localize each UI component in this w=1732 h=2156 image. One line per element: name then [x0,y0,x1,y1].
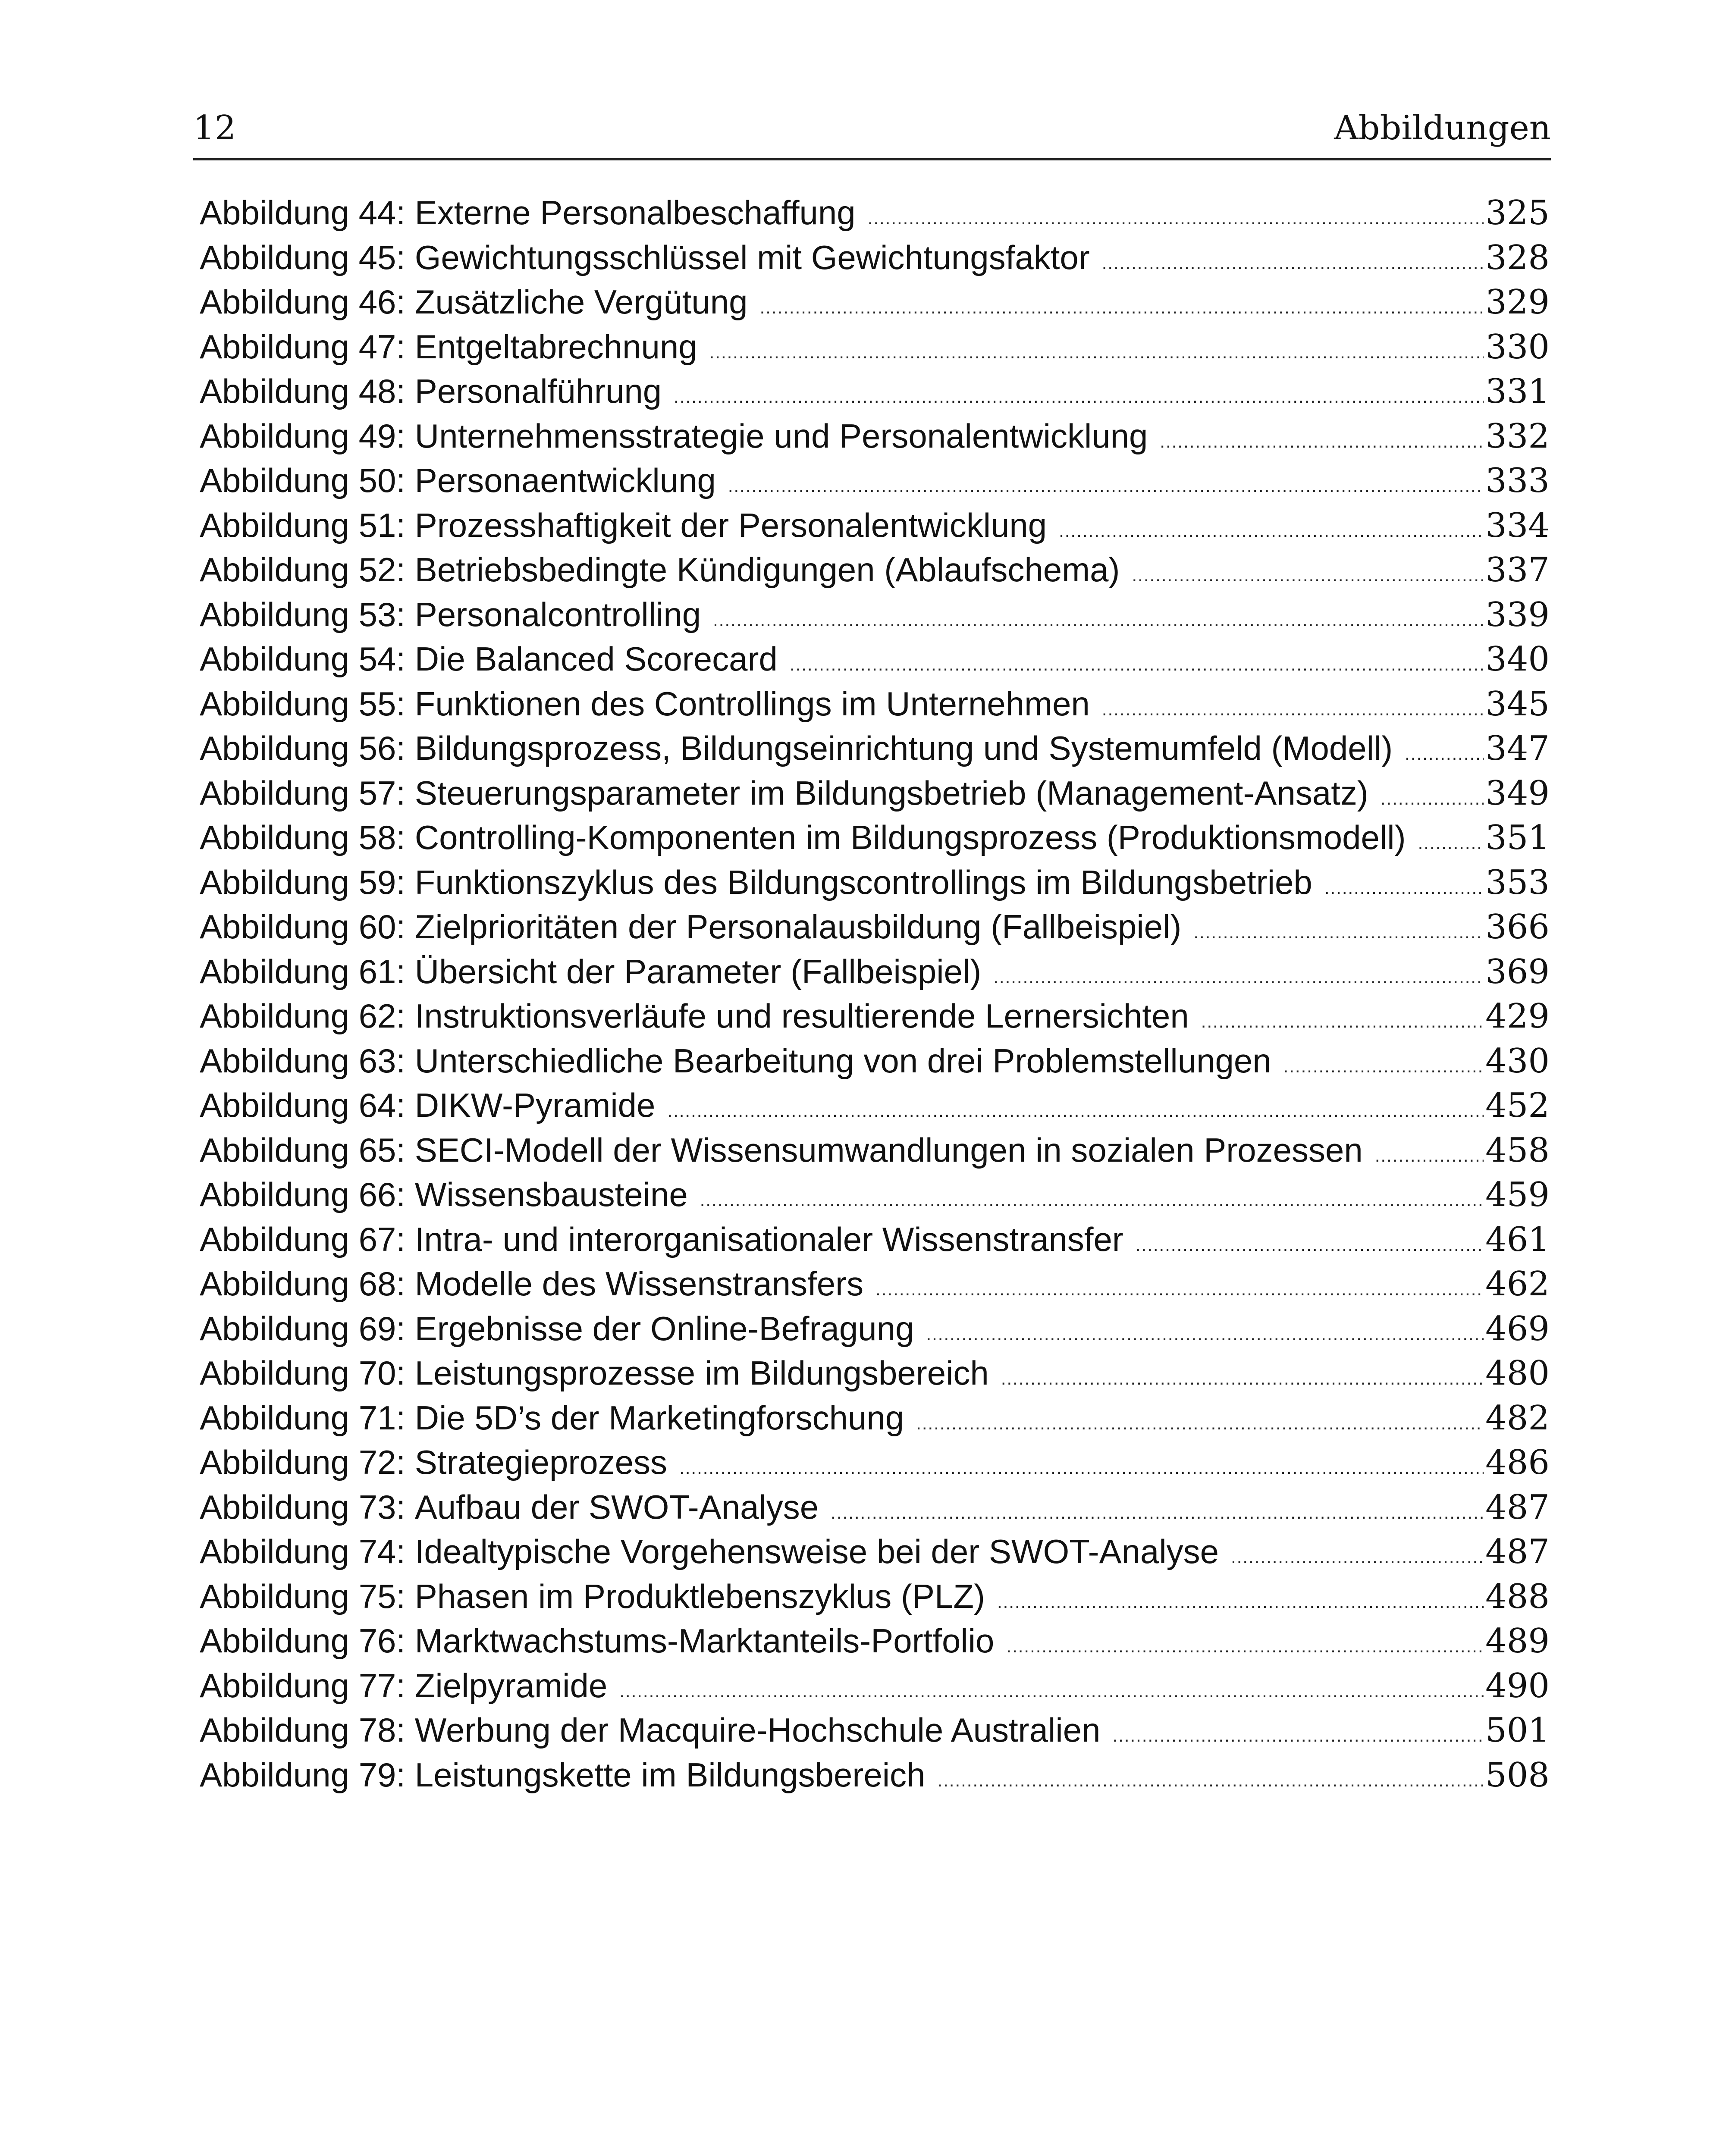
dot-leader [667,1088,1484,1133]
dot-leader [619,1669,1484,1714]
list-item [200,1083,1550,1128]
separator-space [405,503,415,548]
figure-page-number: 353 [1485,863,1550,902]
dot-leader [1006,1624,1484,1669]
figure-title: Gewichtungsschlüssel mit Gewichtungsfaktor [414,238,1090,276]
separator-space [405,1262,415,1307]
separator-space [405,369,415,414]
separator-space [405,1217,415,1262]
dot-leader [709,330,1484,375]
figure-page-number: 489 [1485,1622,1550,1661]
list-item [200,994,1550,1039]
dot-leader [1112,1713,1484,1758]
figure-page-number: 351 [1485,818,1550,857]
figure-number: Abbildung 77: [200,1666,406,1705]
list-item [200,1351,1550,1396]
dot-leader [1375,1133,1484,1178]
figure-title: Funktionen des Controllings im Unternehmen [414,684,1090,723]
figure-page-number: 452 [1485,1086,1550,1125]
figure-number: Abbildung 74: [200,1532,406,1570]
list-item [200,1619,1550,1664]
figure-page-number: 462 [1485,1265,1550,1304]
figure-title: Marktwachstums-Marktanteils-Portfolio [414,1622,995,1660]
dot-leader [1102,241,1484,285]
figure-number: Abbildung 61: [200,952,406,990]
dot-leader [997,1579,1484,1624]
figure-title: Personalcontrolling [414,595,701,633]
figure-page-number: 339 [1485,595,1550,634]
figure-page-number: 369 [1485,952,1550,991]
separator-space [405,637,415,682]
figure-title: Zusätzliche Vergütung [414,283,748,321]
list-item [200,1039,1550,1084]
figure-number: Abbildung 67: [200,1220,406,1258]
separator-space [405,1083,415,1128]
list-item [200,637,1550,682]
dot-leader [875,1267,1484,1312]
separator-space [405,458,415,503]
list-item [200,369,1550,414]
dot-leader [1201,999,1484,1044]
figure-number: Abbildung 73: [200,1488,406,1526]
list-item [200,1708,1550,1753]
separator-space [405,1619,415,1664]
list-item [200,592,1550,637]
figure-page-number: 330 [1485,327,1550,367]
figure-number: Abbildung 72: [200,1443,406,1481]
figure-page-number: 490 [1485,1666,1550,1705]
figure-title: Modelle des Wissenstransfers [414,1265,864,1303]
list-item [200,1172,1550,1217]
figure-title: SECI-Modell der Wissensumwandlungen in sozialen Prozessen [414,1131,1363,1169]
dot-leader [674,374,1484,419]
dot-leader [790,642,1484,687]
separator-space [405,994,415,1039]
list-item [200,1529,1550,1574]
dot-leader [1418,821,1484,865]
separator-space [405,1664,415,1708]
separator-space [405,592,415,637]
separator-space [405,414,415,459]
dot-leader [700,1178,1484,1222]
list-of-figures [200,191,1550,1797]
figure-title: Die 5D’s der Marketingforschung [414,1398,904,1437]
figure-page-number: 349 [1485,774,1550,813]
list-item [200,682,1550,727]
figure-number: Abbildung 58: [200,818,406,856]
figure-number: Abbildung 71: [200,1398,406,1437]
list-item [200,1128,1550,1173]
figure-title: Intra- und interorganisationaler Wissenstransfer [414,1220,1123,1258]
figure-page-number: 347 [1485,729,1550,768]
separator-space [405,950,415,994]
figure-page-number: 333 [1485,461,1550,500]
list-item [200,1396,1550,1441]
separator-space [405,1039,415,1084]
figure-number: Abbildung 48: [200,372,406,410]
dot-leader [937,1758,1484,1803]
figure-title: Unterschiedliche Bearbeitung von drei Problemstellungen [414,1041,1271,1080]
figure-title: Die Balanced Scorecard [414,640,778,678]
dot-leader [1324,865,1484,910]
figure-number: Abbildung 54: [200,640,406,678]
list-item [200,414,1550,459]
separator-space [405,1351,415,1396]
figure-page-number: 325 [1485,194,1550,232]
figure-number: Abbildung 44: [200,194,406,232]
figure-number: Abbildung 50: [200,461,406,499]
figure-title: Strategieprozess [414,1443,668,1481]
dot-leader [1059,508,1484,553]
figure-title: Ergebnisse der Online-Befragung [414,1309,914,1348]
dot-leader [868,196,1484,241]
list-item [200,548,1550,592]
separator-space [405,325,415,370]
separator-space [405,235,415,280]
list-item [200,1485,1550,1530]
dot-leader [831,1490,1484,1535]
dot-leader [713,598,1484,642]
list-item [200,503,1550,548]
dot-leader [926,1312,1484,1357]
figure-title: Personaentwicklung [414,461,716,499]
figure-title: Phasen im Produktlebenszyklus (PLZ) [414,1577,985,1615]
separator-space [405,1307,415,1351]
figure-title: Wissensbausteine [414,1175,688,1213]
list-item [200,325,1550,370]
figure-number: Abbildung 68: [200,1265,406,1303]
dot-leader [1132,553,1484,598]
figure-number: Abbildung 56: [200,729,406,767]
figure-number: Abbildung 55: [200,684,406,723]
dot-leader [1283,1044,1484,1089]
separator-space [405,860,415,905]
figure-number: Abbildung 62: [200,997,406,1035]
section-title: Abbildungen [1334,109,1551,147]
running-header [193,101,1551,160]
list-item [200,235,1550,280]
separator-space [405,1753,415,1798]
dot-leader [728,464,1484,508]
figure-title: Unternehmensstrategie und Personalentwicklung [414,417,1148,455]
dot-leader [993,955,1484,1000]
figure-page-number: 430 [1485,1041,1550,1081]
figure-page-number: 459 [1485,1175,1550,1214]
figure-title: Aufbau der SWOT-Analyse [414,1488,819,1526]
figure-page-number: 332 [1485,417,1550,456]
list-item [200,860,1550,905]
list-item [200,1262,1550,1307]
list-item [200,815,1550,860]
figure-title: Betriebsbedingte Kündigungen (Ablaufschema) [414,551,1120,589]
figure-number: Abbildung 60: [200,908,406,946]
figure-number: Abbildung 70: [200,1354,406,1392]
separator-space [405,1172,415,1217]
figure-title: Idealtypische Vorgehensweise bei der SWOT-Analyse [414,1532,1219,1570]
figure-page-number: 480 [1485,1354,1550,1393]
separator-space [405,548,415,592]
separator-space [405,191,415,235]
figure-title: Controlling-Komponenten im Bildungsprozess (Produktionsmodell) [414,818,1406,856]
figure-page-number: 345 [1485,684,1550,724]
separator-space [405,1440,415,1485]
separator-space [405,1708,415,1753]
figure-page-number: 337 [1485,551,1550,589]
dot-leader [1381,776,1484,821]
figure-number: Abbildung 69: [200,1309,406,1348]
figure-title: Instruktionsverläufe und resultierende Lernersichten [414,997,1189,1035]
dot-leader [760,285,1484,330]
figure-number: Abbildung 63: [200,1041,406,1080]
list-item [200,726,1550,771]
separator-space [405,1574,415,1619]
figure-page-number: 340 [1485,640,1550,679]
figure-page-number: 469 [1485,1309,1550,1348]
figure-number: Abbildung 64: [200,1086,406,1124]
list-item [200,191,1550,235]
figure-page-number: 331 [1485,372,1550,411]
dot-leader [679,1445,1484,1490]
separator-space [405,280,415,325]
figure-number: Abbildung 66: [200,1175,406,1213]
separator-space [405,682,415,727]
figure-number: Abbildung 46: [200,283,406,321]
separator-space [405,771,415,816]
figure-page-number: 429 [1485,997,1550,1036]
figure-title: Bildungsprozess, Bildungseinrichtung und Systemumfeld (Modell) [414,729,1393,767]
figure-number: Abbildung 57: [200,774,406,812]
figure-title: Prozesshaftigkeit der Personalentwicklung [414,506,1047,544]
figure-title: Steuerungsparameter im Bildungsbetrieb (Management-Ansatz) [414,774,1368,812]
dot-leader [1231,1535,1484,1579]
figure-number: Abbildung 76: [200,1622,406,1660]
page-number: 12 [193,109,236,147]
dot-leader [1160,419,1484,464]
list-item [200,905,1550,950]
list-item [200,1440,1550,1485]
separator-space [405,815,415,860]
figure-title: Übersicht der Parameter (Fallbeispiel) [414,952,982,990]
dot-leader [916,1401,1484,1446]
figure-number: Abbildung 47: [200,327,406,366]
figure-page-number: 488 [1485,1577,1550,1616]
figure-number: Abbildung 51: [200,506,406,544]
figure-page-number: 328 [1485,238,1550,277]
figure-number: Abbildung 49: [200,417,406,455]
list-item [200,1664,1550,1708]
figure-number: Abbildung 45: [200,238,406,276]
figure-page-number: 508 [1485,1755,1550,1795]
figure-number: Abbildung 52: [200,551,406,589]
figure-page-number: 487 [1485,1532,1550,1571]
figure-page-number: 461 [1485,1220,1550,1259]
dot-leader [1136,1222,1484,1267]
figure-number: Abbildung 65: [200,1131,406,1169]
list-item [200,280,1550,325]
figure-title: Leistungskette im Bildungsbereich [414,1755,926,1794]
figure-number: Abbildung 75: [200,1577,406,1615]
dot-leader [1193,910,1484,955]
separator-space [405,1396,415,1441]
figure-title: Funktionszyklus des Bildungscontrollings im Bildungsbetrieb [414,863,1312,901]
figure-title: DIKW-Pyramide [414,1086,656,1124]
list-item [200,771,1550,816]
separator-space [405,1529,415,1574]
list-item [200,950,1550,994]
separator-space [405,905,415,950]
figure-number: Abbildung 78: [200,1711,406,1749]
figure-title: Externe Personalbeschaffung [414,194,856,232]
separator-space [405,726,415,771]
list-item [200,1753,1550,1798]
figure-page-number: 486 [1485,1443,1550,1482]
dot-leader [1405,731,1484,776]
figure-title: Zielprioritäten der Personalausbildung (Fallbeispiel) [414,908,1182,946]
list-item [200,1307,1550,1351]
figure-page-number: 334 [1485,506,1550,545]
figure-page-number: 458 [1485,1131,1550,1170]
list-item [200,458,1550,503]
list-item [200,1217,1550,1262]
figure-title: Leistungsprozesse im Bildungsbereich [414,1354,989,1392]
figure-page-number: 487 [1485,1488,1550,1527]
figure-title: Entgeltabrechnung [414,327,697,366]
separator-space [405,1485,415,1530]
figure-number: Abbildung 59: [200,863,406,901]
dot-leader [1001,1356,1484,1401]
separator-space [405,1128,415,1173]
figure-title: Zielpyramide [414,1666,608,1705]
figure-page-number: 366 [1485,908,1550,946]
figure-title: Personalführung [414,372,662,410]
figure-page-number: 329 [1485,283,1550,322]
list-item [200,1574,1550,1619]
figure-title: Werbung der Macquire-Hochschule Australien [414,1711,1101,1749]
dot-leader [1102,687,1484,732]
figure-number: Abbildung 53: [200,595,406,633]
figure-number: Abbildung 79: [200,1755,406,1794]
figure-page-number: 482 [1485,1398,1550,1438]
figure-page-number: 501 [1485,1711,1550,1750]
